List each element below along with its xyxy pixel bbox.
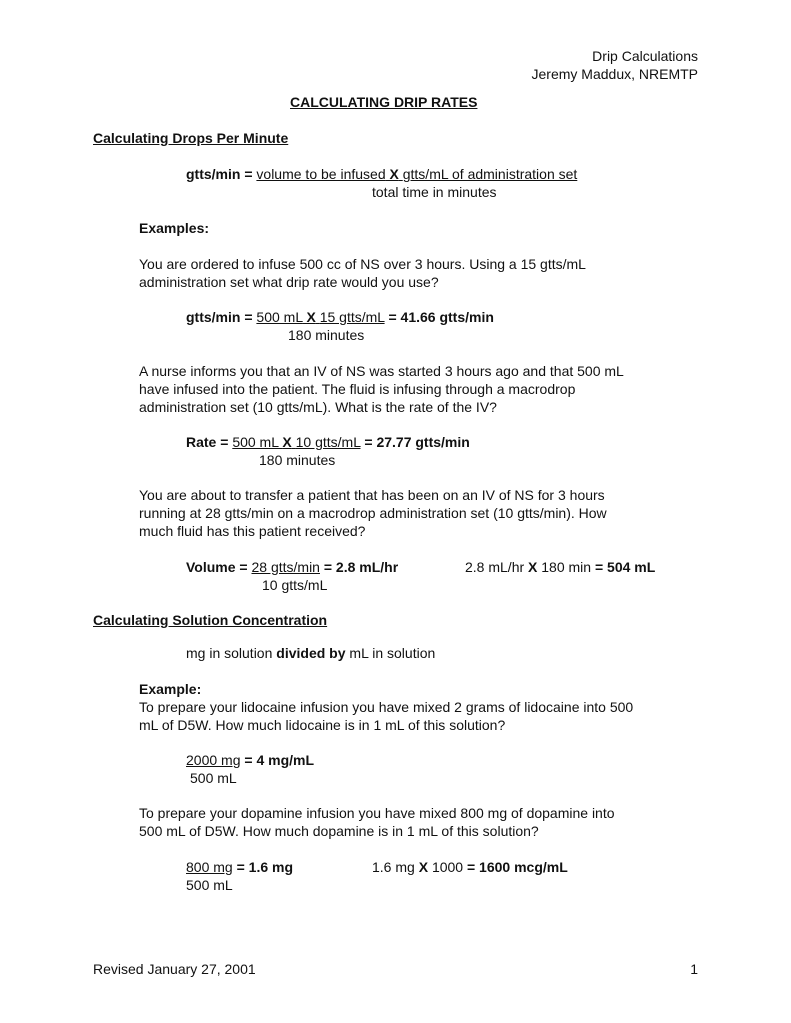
- example2-denominator: 180 minutes: [259, 452, 336, 468]
- concentration-example2-calculation: 800 mg = 1.6 mg: [186, 859, 294, 875]
- examples-label: Examples:: [139, 220, 210, 236]
- example2-text-line3: administration set (10 gtts/mL). What is the rate of the IV?: [139, 399, 497, 415]
- footer-revised-date: Revised January 27, 2001: [93, 961, 256, 977]
- concentration-example1-line2: mL of D5W. How much lidocaine is in 1 mL of this solution?: [139, 717, 506, 733]
- formula-label: gtts/min =: [186, 166, 253, 182]
- footer-page-number: 1: [690, 961, 698, 977]
- example3-calculation: Volume = 28 gtts/min = 2.8 mL/hr: [186, 559, 399, 575]
- example1-denominator: 180 minutes: [288, 327, 365, 343]
- concentration-example2-line2: 500 mL of D5W. How much dopamine is in 1 mL of this solution?: [139, 823, 539, 839]
- example1-text-line2: administration set what drip rate would you use?: [139, 274, 439, 290]
- concentration-example2-secondary-calculation: 1.6 mg X 1000 = 1600 mcg/mL: [372, 859, 568, 875]
- concentration-example2-denominator: 500 mL: [186, 877, 233, 893]
- drip-formula: [186, 165, 577, 183]
- example-label: Example:: [139, 681, 202, 697]
- section-heading-solution-concentration: Calculating Solution Concentration: [93, 612, 328, 628]
- example1-calculation: gtts/min = 500 mL X 15 gtts/mL = 41.66 gtts/min: [186, 309, 494, 325]
- concentration-example2-line1: To prepare your dopamine infusion you have mixed 800 mg of dopamine into: [139, 805, 615, 821]
- example2-calculation: Rate = 500 mL X 10 gtts/mL = 27.77 gtts/min: [186, 434, 470, 450]
- example3-text-line2: running at 28 gtts/min on a macrodrop administration set (10 gtts/min). How: [139, 505, 607, 521]
- formula-numerator: volume to be infused X gtts/mL of administration set: [256, 166, 578, 182]
- header-title: Drip Calculations: [592, 48, 698, 64]
- concentration-example1-denominator: 500 mL: [190, 770, 237, 786]
- section-heading-drops-per-minute: Calculating Drops Per Minute: [93, 130, 289, 146]
- formula-denominator: total time in minutes: [372, 184, 497, 200]
- example2-text-line2: have infused into the patient. The fluid is infusing through a macrodrop: [139, 381, 576, 397]
- concentration-example1-line1: To prepare your lidocaine infusion you have mixed 2 grams of lidocaine into 500: [139, 699, 634, 715]
- document-title: CALCULATING DRIP RATES: [290, 94, 478, 110]
- concentration-formula: mg in solution divided by mL in solution: [186, 645, 436, 661]
- concentration-example1-calculation: 2000 mg = 4 mg/mL: [186, 752, 315, 768]
- example3-text-line1: You are about to transfer a patient that has been on an IV of NS for 3 hours: [139, 487, 605, 503]
- example3-denominator: 10 gtts/mL: [262, 577, 328, 593]
- example3-secondary-calculation: 2.8 mL/hr X 180 min = 504 mL: [465, 559, 656, 575]
- header-author: Jeremy Maddux, NREMTP: [531, 66, 698, 82]
- example3-text-line3: much fluid has this patient received?: [139, 523, 366, 539]
- example1-text-line1: You are ordered to infuse 500 cc of NS over 3 hours. Using a 15 gtts/mL: [139, 256, 586, 272]
- example2-text-line1: A nurse informs you that an IV of NS was started 3 hours ago and that 500 mL: [139, 363, 624, 379]
